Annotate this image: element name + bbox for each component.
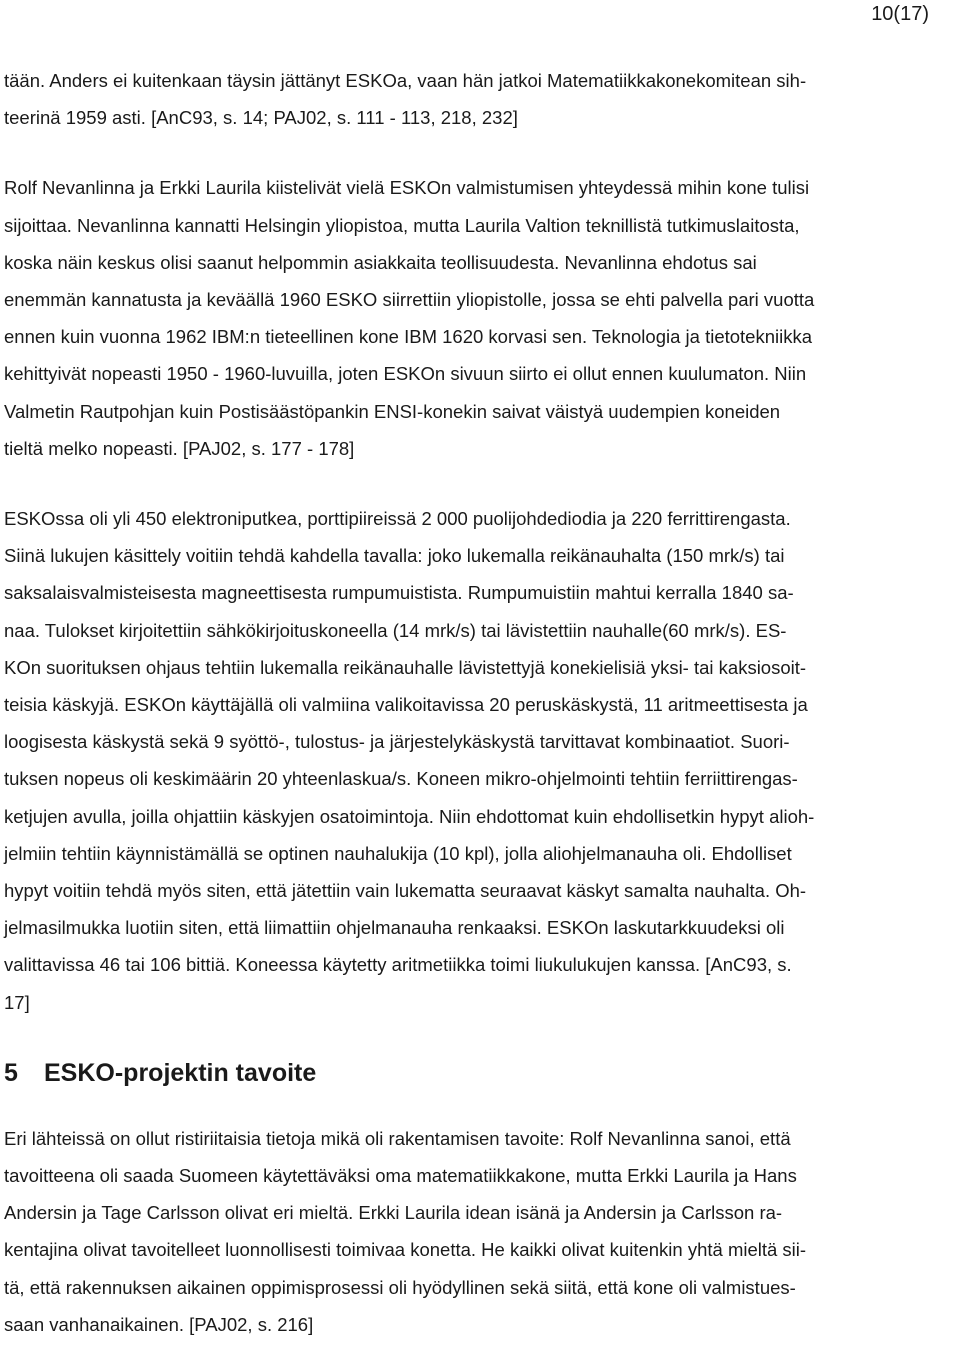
text-line: KOn suorituksen ohjaus tehtiin lukemalla reikänauhalle lävistettyjä konekielisiä yksi- tai kaksiosoit- — [4, 656, 807, 678]
text-line: sijoittaa. Nevanlinna kannatti Helsingin yliopistoa, mutta Laurila Valtion teknillistä tutkimuslaitosta, — [4, 214, 800, 236]
text-line: ketjujen avulla, joilla ohjattiin käskyjen osatoimintoja. Niin ehdottomat kuin ehdollisetkin hypyt alioh- — [4, 805, 815, 827]
text-line: kehittyivät nopeasti 1950 - 1960-luvuilla, joten ESKOn sivuun siirto ei ollut ennen kuulumaton. Niin — [4, 363, 807, 385]
document-body — [4, 62, 958, 1343]
text-line: saksalaisvalmisteisesta magneettisesta rumpumuistista. Rumpumuistiin mahtui kerralla 1840 sa- — [4, 582, 794, 604]
text-line: tään. Anders ei kuitenkaan täysin jättänyt ESKOa, vaan hän jatkoi Matematiikkakonekomitean sih- — [4, 70, 807, 91]
text-line: Siinä lukujen käsittely voitiin tehdä kahdella tavalla: joko lukemalla reikänauhalta (150 mrk/s) tai — [4, 545, 785, 567]
text-line: jelmiin tehtiin käynnistämällä se optinen nauhalukija (10 kpl), jolla aliohjelmanauha oli. Ehdolliset — [4, 842, 792, 864]
text-line: saan vanhanaikainen. [PAJ02, s. 216] — [4, 1313, 314, 1335]
section-heading — [4, 1053, 958, 1093]
text-line: tieltä melko nopeasti. [PAJ02, s. 177 - 178] — [4, 437, 355, 459]
paragraph-3 — [4, 500, 958, 1021]
text-line: koska näin keskus olisi saanut helpommin asiakkaita teollisuudesta. Nevanlinna ehdotus sai — [4, 251, 757, 273]
text-line: loogisesta käskystä sekä 9 syöttö-, tulostus- ja järjestelykäskystä tarvittavat kombinaatiot. Suori- — [4, 731, 790, 753]
text-line: naa. Tulokset kirjoitettiin sähkökirjoituskoneella (14 mrk/s) tai lävistettiin nauhalle(60 mrk/s). ES- — [4, 619, 787, 641]
text-line: 17] — [4, 991, 30, 1013]
section-number: 5 — [4, 1058, 18, 1087]
paragraph-2 — [4, 169, 958, 467]
text-line: hypyt voitiin tehdä myös siten, että jätettiin vain lukematta seuraavat käskyt samalta nauhalta. Oh- — [4, 880, 807, 902]
text-line: tä, että rakennuksen aikainen oppimisprosessi oli hyödyllinen sekä siitä, että kone oli valmistues- — [4, 1276, 796, 1298]
text-line: Valmetin Rautpohjan kuin Postisäästöpankin ENSI-konekin saivat väistyä uudempien koneiden — [4, 400, 781, 422]
text-line: Andersin ja Tage Carlsson olivat eri mieltä. Erkki Laurila idean isänä ja Andersin ja Carlsson ra- — [4, 1202, 783, 1224]
section-title: ESKO-projektin tavoite — [44, 1058, 317, 1087]
text-line: valittavissa 46 tai 106 bittiä. Koneessa käytetty aritmetiikka toimi liukulukujen kanssa. [AnC93, s. — [4, 954, 792, 976]
text-line: kentajina olivat tavoitelleet luonnollisesti toimivaa konetta. He kaikki olivat kuitenkin yhtä mieltä sii- — [4, 1239, 807, 1261]
paragraph-4 — [4, 1120, 958, 1343]
text-line: ennen kuin vuonna 1962 IBM:n tieteellinen kone IBM 1620 korvasi sen. Teknologia ja tietotekniikka — [4, 326, 813, 348]
text-line: ESKOssa oli yli 450 elektroniputkea, porttipiireissä 2 000 puolijohdediodia ja 220 ferrittirengasta. — [4, 508, 791, 530]
text-line: Eri lähteissä on ollut ristiriitaisia tietoja mikä oli rakentamisen tavoite: Rolf Nevanlinna sanoi, että — [4, 1127, 791, 1149]
text-line: tuksen nopeus oli keskimäärin 20 yhteenlaskua/s. Koneen mikro-ohjelmointi tehtiin ferriittirengas- — [4, 768, 798, 790]
text-line: enemmän kannatusta ja keväällä 1960 ESKO siirrettiin yliopistolle, jossa se ehti palvella pari vuotta — [4, 289, 815, 311]
text-line: jelmasilmukka luotiin siten, että liimattiin ohjelmanauha renkaaksi. ESKOn laskutarkkuudeksi oli — [4, 917, 785, 939]
text-line: teisia käskyjä. ESKOn käyttäjällä oli valmiina valikoitavissa 20 peruskäskystä, 11 aritmeettisesta ja — [4, 694, 808, 716]
page-number: 10(17) — [871, 3, 929, 25]
text-line: Rolf Nevanlinna ja Erkki Laurila kiistelivät vielä ESKOn valmistumisen yhteydessä mihin kone tulisi — [4, 177, 810, 199]
paragraph-1 — [4, 62, 958, 136]
text-line: teerinä 1959 asti. [AnC93, s. 14; PAJ02, s. 111 - 113, 218, 232] — [4, 107, 518, 129]
text-line: tavoitteena oli saada Suomeen käytettäväksi oma matematiikkakone, mutta Erkki Laurila ja Hans — [4, 1165, 797, 1187]
